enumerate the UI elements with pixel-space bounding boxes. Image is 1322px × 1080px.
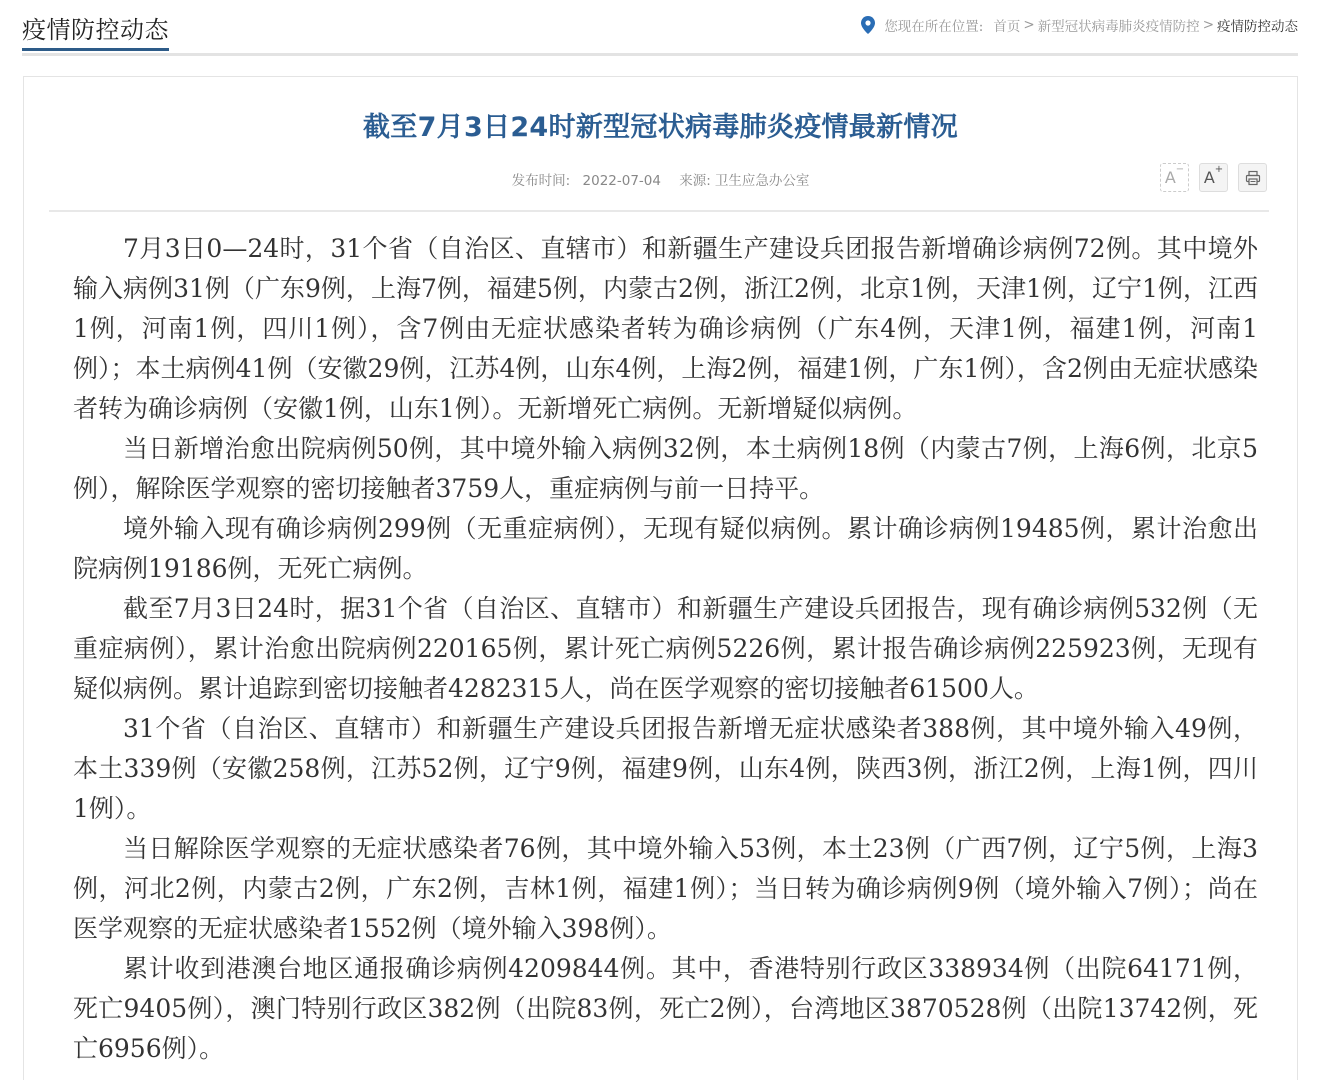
paragraph: 7月3日0—24时，31个省（自治区、直辖市）和新疆生产建设兵团报告新增确诊病例72例。其中境外输入病例31例（广东9例，上海7例，福建5例，内蒙古2例，浙江2例，北京1例，天津1例，辽宁1例，江西1例，河南1例，四川1例），含7例由无症状感染者转为确诊病例（广东4例，天津1例，福建1例，河南1例）；本土病例41例（安徽29例，江苏4例，山东4例，上海2例，福建1例，广东1例），含2例由无症状感染者转为确诊病例（安徽1例，山东1例）。无新增死亡病例。无新增疑似病例。 bbox=[73, 234, 1258, 423]
breadcrumb-current: 疫情防控动态 bbox=[1217, 19, 1298, 35]
paragraph: 31个省（自治区、直辖市）和新疆生产建设兵团报告新增无症状感染者388例，其中境外输入49例，本土339例（安徽258例，江苏52例，辽宁9例，福建9例，山东4例，陕西3例，浙江2例，上海1例，四川1例）。 bbox=[73, 714, 1258, 823]
top-bar bbox=[22, 0, 1298, 56]
header-divider bbox=[49, 210, 1269, 212]
paragraph: 当日解除医学观察的无症状感染者76例，其中境外输入53例，本土23例（广西7例，辽宁5例，上海3例，河北2例，内蒙古2例，广东2例，吉林1例，福建1例）；当日转为确诊病例9例（境外输入7例）；尚在医学观察的无症状感染者1552例（境外输入398例）。 bbox=[73, 834, 1258, 943]
source-value: 卫生应急办公室 bbox=[714, 173, 810, 189]
article-container bbox=[23, 76, 1298, 1080]
source-label: 来源: bbox=[679, 173, 711, 189]
article-meta bbox=[24, 163, 1297, 189]
article-title: 截至7月3日24时新型冠状病毒肺炎疫情最新情况 bbox=[362, 112, 959, 143]
paragraph: 境外输入现有确诊病例299例（无重症病例），无现有疑似病例。累计确诊病例19485例，累计治愈出院病例19186例，无死亡病例。 bbox=[73, 514, 1258, 583]
increase-font-button[interactable] bbox=[1199, 163, 1228, 192]
paragraph: 截至7月3日24时，据31个省（自治区、直辖市）和新疆生产建设兵团报告，现有确诊病例532例（无重症病例），累计治愈出院病例220165例，累计死亡病例5226例，累计报告确诊病例225923例，无现有疑似病例。累计追踪到密切接触者4282315人，尚在医学观察的密切接触者61500人。 bbox=[73, 594, 1258, 703]
article-tools bbox=[1160, 163, 1267, 192]
paragraph: 当日新增治愈出院病例50例，其中境外输入病例32例，本土病例18例（内蒙古7例，上海6例，北京5例），解除医学观察的密切接触者3759人，重症病例与前一日持平。 bbox=[73, 434, 1258, 503]
breadcrumb-separator: > bbox=[1202, 17, 1214, 33]
breadcrumb-home-link[interactable]: 首页 bbox=[993, 19, 1021, 35]
publish-date: 2022-07-04 bbox=[582, 173, 661, 189]
paragraph: 累计收到港澳台地区通报确诊病例4209844例。其中，香港特别行政区338934例（出院64171例，死亡9405例），澳门特别行政区382例（出院83例，死亡2例），台湾地区3870528例（出院13742例，死亡6956例）。 bbox=[73, 954, 1258, 1063]
publish-label: 发布时间: bbox=[511, 173, 571, 189]
decrease-font-button[interactable] bbox=[1160, 163, 1189, 192]
print-button[interactable] bbox=[1238, 163, 1267, 192]
location-pin-icon bbox=[861, 16, 875, 34]
breadcrumb-covid-link[interactable]: 新型冠状病毒肺炎疫情防控 bbox=[1037, 19, 1200, 35]
font-decrease-icon: A− bbox=[1164, 163, 1185, 187]
section-title: 疫情防控动态 bbox=[22, 16, 169, 51]
breadcrumb bbox=[861, 15, 1298, 35]
printer-icon bbox=[1245, 170, 1261, 186]
font-increase-icon: A+ bbox=[1203, 163, 1224, 187]
breadcrumb-label: 您现在所在位置: bbox=[884, 19, 984, 35]
breadcrumb-separator: > bbox=[1023, 17, 1035, 33]
article-body bbox=[73, 229, 1258, 1069]
